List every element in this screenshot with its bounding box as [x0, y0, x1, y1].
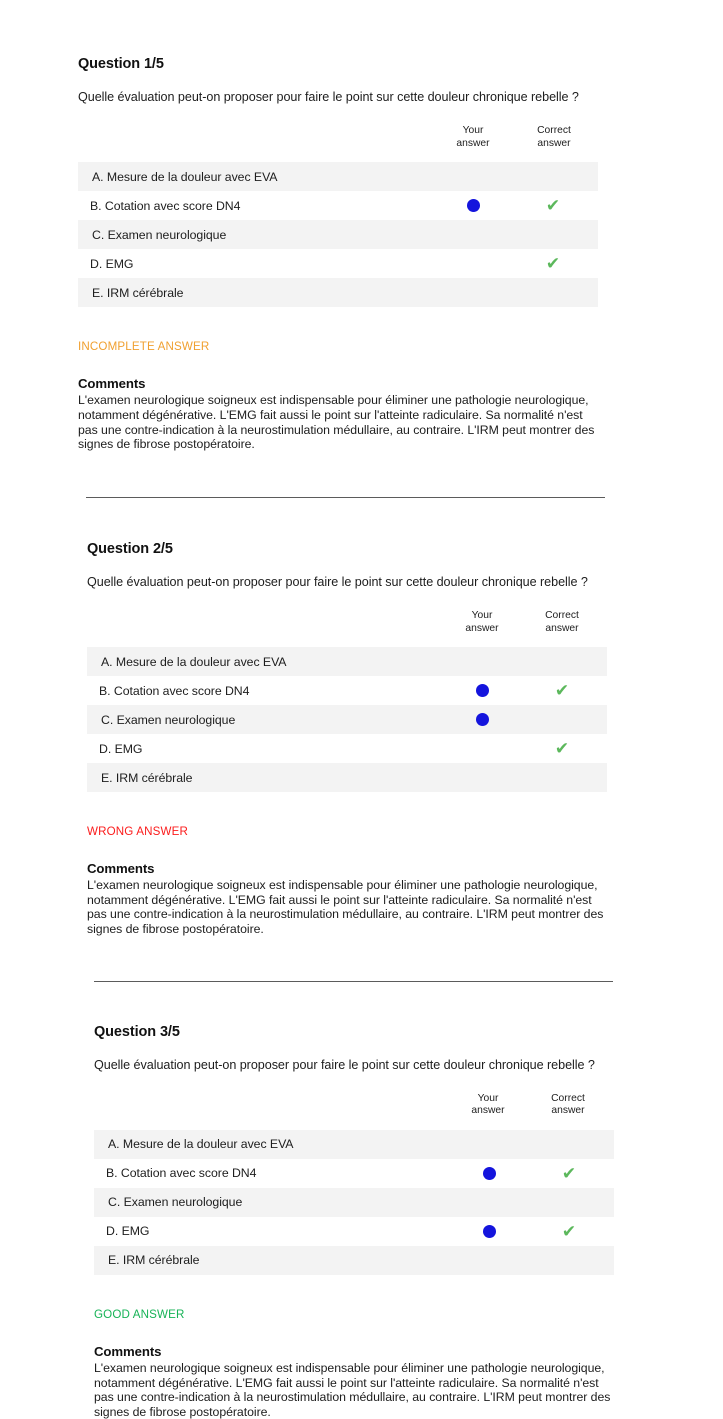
answer-option-label: E. IRM cérébrale: [108, 1253, 200, 1268]
answer-row[interactable]: [78, 249, 598, 278]
your-answer-marker-slot: [445, 676, 519, 705]
section-divider: [86, 497, 605, 498]
question-title: Question 3/5: [94, 1023, 180, 1040]
your-answer-marker-slot: [436, 278, 510, 307]
your-answer-marker-slot: [452, 1217, 526, 1246]
answer-option-label: B. Cotation avec score DN4: [90, 198, 241, 213]
verdict-badge: INCOMPLETE ANSWER: [78, 340, 210, 354]
green-check-icon: ✔: [554, 681, 570, 701]
question-text: Quelle évaluation peut-on proposer pour faire le point sur cette douleur chronique rebelle ?: [87, 575, 588, 590]
correct-answer-marker-slot: [516, 220, 590, 249]
verdict-badge: GOOD ANSWER: [94, 1307, 185, 1321]
green-check-icon: ✔: [561, 1163, 577, 1183]
your-answer-header-line1: Your: [462, 125, 484, 137]
answer-option-label: D. EMG: [106, 1224, 150, 1239]
correct-answer-marker-slot: [516, 249, 590, 278]
green-check-icon: ✔: [554, 739, 570, 759]
section-divider-2-wrap: [0, 981, 723, 982]
answer-row[interactable]: [87, 734, 607, 763]
your-answer-column-header: [436, 125, 510, 150]
answer-options-list: [78, 162, 598, 307]
answer-option-label: D. EMG: [99, 741, 143, 756]
your-answer-header-line1: Your: [477, 1092, 499, 1104]
your-answer-marker-slot: [445, 647, 519, 676]
blue-dot-icon: [483, 1225, 496, 1238]
question-text: Quelle évaluation peut-on proposer pour faire le point sur cette douleur chronique rebelle ?: [94, 1057, 595, 1072]
comments-heading: Comments: [78, 376, 146, 392]
answer-row[interactable]: [87, 763, 607, 792]
question-block-1: [0, 56, 723, 452]
answer-option-label: B. Cotation avec score DN4: [99, 683, 250, 698]
section-divider-1-wrap: [0, 497, 723, 498]
answer-option-label: C. Examen neurologique: [108, 1195, 243, 1210]
correct-answer-column-header: [525, 610, 599, 635]
question-text: Quelle évaluation peut-on proposer pour faire le point sur cette douleur chronique rebelle ?: [78, 90, 579, 105]
answer-row[interactable]: [78, 220, 598, 249]
correct-answer-header-line2: answer: [537, 137, 571, 149]
answer-row[interactable]: [87, 647, 607, 676]
comments-heading: Comments: [94, 1343, 162, 1359]
answer-option-label: C. Examen neurologique: [101, 712, 236, 727]
correct-answer-header-line1: Correct: [551, 1092, 585, 1104]
answer-row[interactable]: [78, 191, 598, 220]
correct-answer-marker-slot: [532, 1217, 606, 1246]
correct-answer-column-header: [531, 1093, 605, 1118]
answer-column-headers: [87, 610, 607, 644]
your-answer-marker-slot: [436, 249, 510, 278]
answer-row[interactable]: [87, 705, 607, 734]
green-check-icon: ✔: [561, 1221, 577, 1241]
answer-row[interactable]: [94, 1217, 614, 1246]
your-answer-header-line2: answer: [456, 137, 490, 149]
correct-answer-marker-slot: [532, 1159, 606, 1188]
comments-heading: Comments: [87, 861, 155, 877]
your-answer-column-header: [451, 1093, 525, 1118]
comments-text: L'examen neurologique soigneux est indispensable pour éliminer une pathologie neurologique, notamment dégénérative. L'EMG fait aussi le point sur l'atteinte radiculaire. Sa normalité n'est pas une contre-indication à la neurostimulation médullaire, au contraire. L'IRM peut montrer des signes de fibrose postopératoire.: [87, 878, 604, 936]
correct-answer-marker-slot: [525, 705, 599, 734]
green-check-icon: ✔: [545, 254, 561, 274]
your-answer-marker-slot: [445, 705, 519, 734]
green-check-icon: ✔: [545, 196, 561, 216]
answer-option-label: B. Cotation avec score DN4: [106, 1166, 257, 1181]
correct-answer-marker-slot: [516, 162, 590, 191]
answer-row[interactable]: [94, 1246, 614, 1275]
your-answer-marker-slot: [445, 734, 519, 763]
answer-option-label: A. Mesure de la douleur avec EVA: [101, 654, 287, 669]
blue-dot-icon: [467, 199, 480, 212]
answer-row[interactable]: [94, 1130, 614, 1159]
answer-row[interactable]: [94, 1188, 614, 1217]
correct-answer-marker-slot: [525, 647, 599, 676]
correct-answer-marker-slot: [532, 1188, 606, 1217]
question-title: Question 2/5: [87, 540, 173, 557]
your-answer-marker-slot: [436, 220, 510, 249]
your-answer-marker-slot: [436, 191, 510, 220]
correct-answer-marker-slot: [532, 1130, 606, 1159]
correct-answer-marker-slot: [525, 734, 599, 763]
correct-answer-header-line2: answer: [551, 1105, 585, 1117]
answer-options-list: [94, 1130, 614, 1275]
answer-row[interactable]: [78, 162, 598, 191]
answer-option-label: A. Mesure de la douleur avec EVA: [108, 1137, 294, 1152]
answer-options-list: [87, 647, 607, 792]
correct-answer-marker-slot: [516, 278, 590, 307]
answer-option-label: E. IRM cérébrale: [92, 285, 184, 300]
correct-answer-header-line2: answer: [545, 622, 579, 634]
answer-option-label: E. IRM cérébrale: [101, 770, 193, 785]
correct-answer-marker-slot: [532, 1246, 606, 1275]
your-answer-marker-slot: [436, 162, 510, 191]
question-title: Question 1/5: [78, 56, 164, 72]
section-divider: [94, 981, 613, 982]
your-answer-header-line2: answer: [471, 1105, 505, 1117]
your-answer-marker-slot: [452, 1246, 526, 1275]
blue-dot-icon: [476, 713, 489, 726]
your-answer-header-line1: Your: [471, 610, 493, 622]
question-block-2: [0, 541, 723, 937]
your-answer-column-header: [445, 610, 519, 635]
correct-answer-column-header: [517, 125, 591, 150]
answer-row[interactable]: [94, 1159, 614, 1188]
comments-text: L'examen neurologique soigneux est indispensable pour éliminer une pathologie neurologique, notamment dégénérative. L'EMG fait aussi le point sur l'atteinte radiculaire. Sa normalité n'est pas une contre-indication à la neurostimulation médullaire, au contraire. L'IRM peut montrer des signes de fibrose postopératoire.: [78, 393, 595, 452]
your-answer-marker-slot: [445, 763, 519, 792]
answer-option-label: C. Examen neurologique: [92, 227, 227, 242]
comments-text: L'examen neurologique soigneux est indispensable pour éliminer une pathologie neurologique, notamment dégénérative. L'EMG fait aussi le point sur l'atteinte radiculaire. Sa normalité n'est pas une contre-indication à la neurostimulation médullaire, au contraire. L'IRM peut montrer des signes de fibrose postopératoire.: [94, 1360, 611, 1419]
your-answer-marker-slot: [452, 1130, 526, 1159]
answer-column-headers: [94, 1093, 614, 1127]
your-answer-marker-slot: [452, 1188, 526, 1217]
correct-answer-marker-slot: [525, 763, 599, 792]
correct-answer-marker-slot: [516, 191, 590, 220]
correct-answer-header-line1: Correct: [537, 125, 571, 137]
answer-row[interactable]: [78, 278, 598, 307]
question-block-3: [0, 1024, 723, 1419]
correct-answer-header-line1: Correct: [545, 610, 579, 622]
blue-dot-icon: [483, 1167, 496, 1180]
blue-dot-icon: [476, 684, 489, 697]
correct-answer-marker-slot: [525, 676, 599, 705]
answer-row[interactable]: [87, 676, 607, 705]
answer-column-headers: [78, 125, 598, 159]
answer-option-label: A. Mesure de la douleur avec EVA: [92, 169, 278, 184]
your-answer-marker-slot: [452, 1159, 526, 1188]
answer-option-label: D. EMG: [90, 256, 134, 271]
your-answer-header-line2: answer: [465, 622, 499, 634]
verdict-badge: WRONG ANSWER: [87, 825, 188, 839]
